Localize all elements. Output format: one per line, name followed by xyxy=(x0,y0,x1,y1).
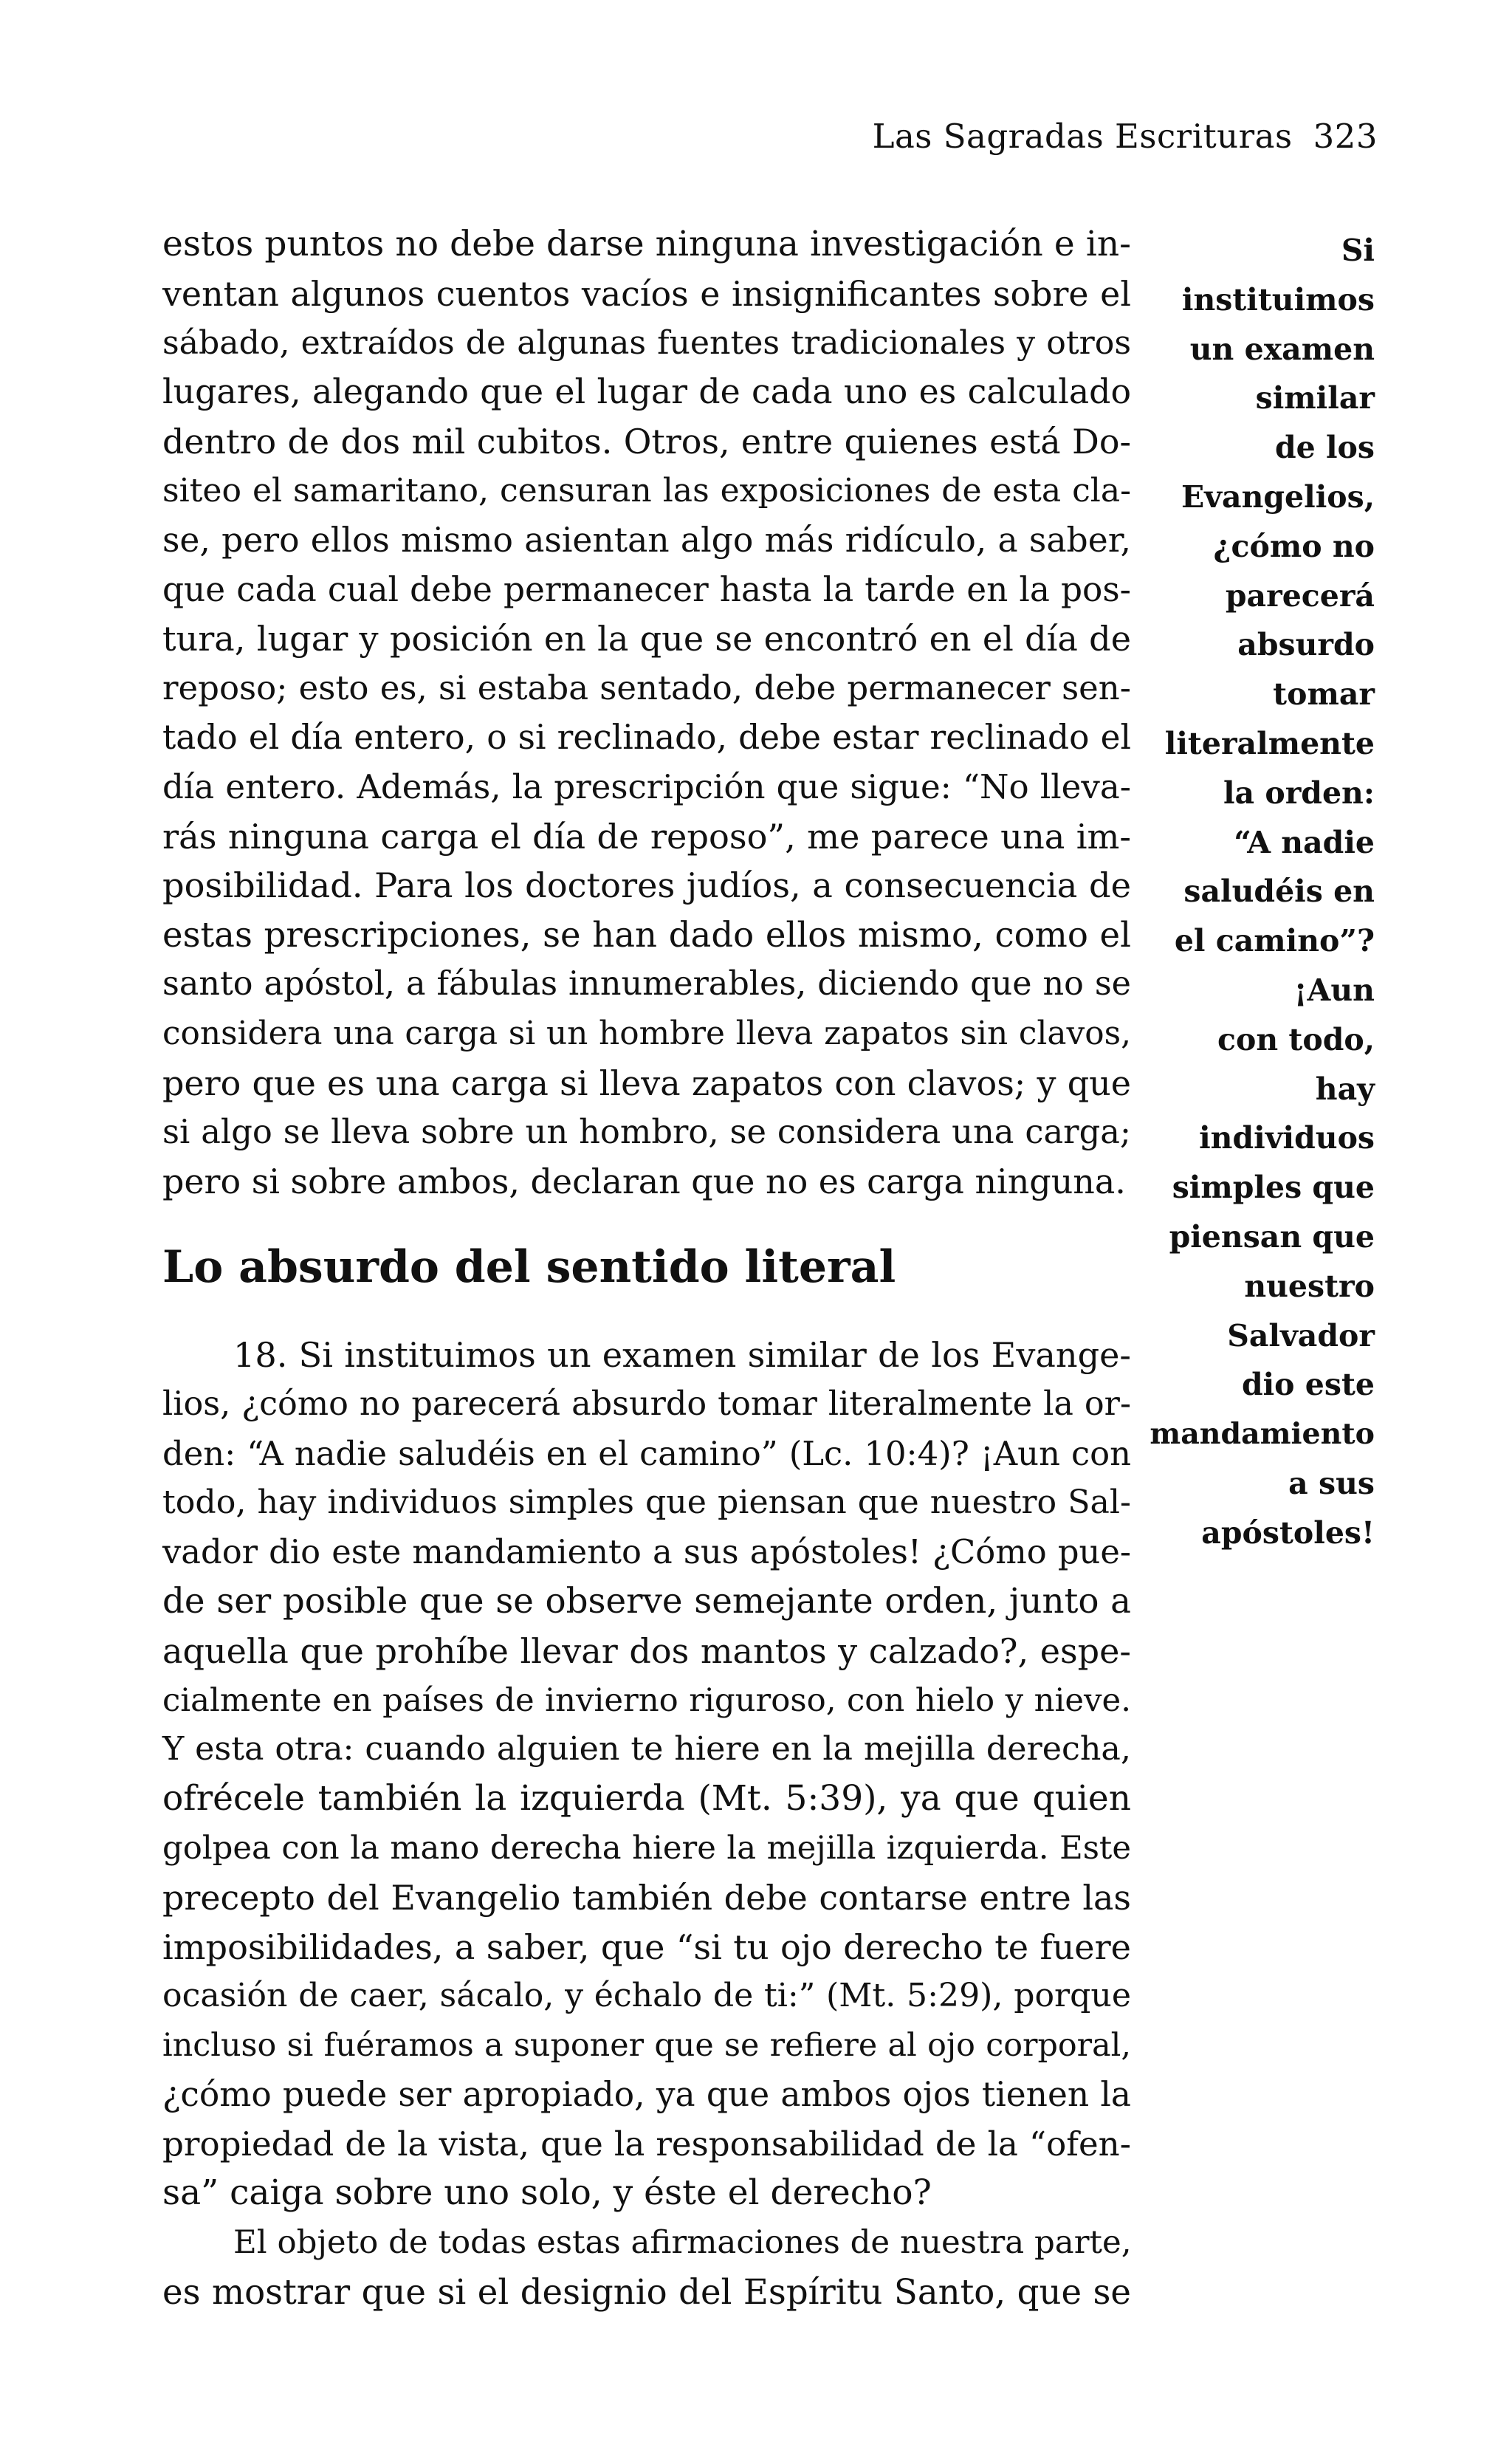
sidenote-line: a sus xyxy=(1288,1465,1375,1501)
sidenote-line: piensan que xyxy=(1169,1218,1375,1255)
text-line: vador dio este mandamiento a sus apóstoles! ¿Cómo pue- xyxy=(162,1532,1131,1572)
text-line: rás ninguna carga el día de reposo”, me parece una im- xyxy=(162,816,1131,857)
sidenote-line: la orden: xyxy=(1223,775,1375,811)
text-line: tado el día entero, o si reclinado, debe estar reclinado el xyxy=(162,717,1131,757)
text-line: ¿cómo puede ser apropiado, ya que ambos ojos tienen la xyxy=(162,2074,1131,2114)
text-line: ofrécele también la izquierda (Mt. 5:39), ya que quien xyxy=(162,1778,1131,1819)
paragraph-1 xyxy=(162,220,1131,1207)
text-line: ventan algunos cuentos vacíos e insignificantes sobre el xyxy=(162,273,1131,314)
text-line: es mostrar que si el designio del Espíritu Santo, que se xyxy=(162,2272,1131,2313)
sidenote-line: dio este xyxy=(1241,1367,1375,1403)
sidenote-line: simples que xyxy=(1172,1170,1375,1206)
paragraph-3 xyxy=(162,2218,1131,2317)
text-line: sábado, extraídos de algunas fuentes tradicionales y otros xyxy=(162,323,1131,362)
sidenote-line: con todo, xyxy=(1217,1021,1375,1057)
sidenote-line: el camino”? xyxy=(1174,923,1375,959)
text-line: El objeto de todas estas afirmaciones de nuestra parte, xyxy=(233,2224,1132,2262)
text-line: considera una carga si un hombre lleva zapatos sin clavos, xyxy=(162,1014,1131,1052)
text-line: aquella que prohíbe llevar dos mantos y calzado?, espe- xyxy=(162,1630,1131,1671)
text-line: estas prescripciones, se han dado ellos mismo, como el xyxy=(162,915,1131,956)
text-line: cialmente en países de invierno riguroso, con hielo y nieve. xyxy=(162,1681,1131,1719)
sidenote-line: Si xyxy=(1341,233,1375,268)
sidenote-line: “A nadie xyxy=(1234,824,1375,860)
text-line: golpea con la mano derecha hiere la mejilla izquierda. Este xyxy=(162,1829,1131,1867)
running-header xyxy=(873,117,1378,156)
text-line: lugares, alegando que el lugar de cada uno es calculado xyxy=(162,372,1131,412)
text-line: todo, hay individuos simples que piensan que nuestro Sal- xyxy=(162,1483,1131,1522)
section-heading: Lo absurdo del sentido literal xyxy=(162,1241,896,1293)
text-line: 18. Si instituimos un examen similar de los Evange- xyxy=(233,1334,1131,1375)
sidenote-line: hay xyxy=(1315,1071,1375,1107)
text-line: reposo; esto es, si estaba sentado, debe permanecer sen- xyxy=(162,668,1131,708)
text-line: ocasión de caer, sácalo, y échalo de ti:” (Mt. 5:29), porque xyxy=(162,1977,1131,2015)
sidenote-line: Salvador xyxy=(1227,1317,1375,1354)
sidenote-line: instituimos xyxy=(1181,281,1375,318)
text-line: propiedad de la vista, que la responsabilidad de la “ofen- xyxy=(162,2124,1131,2164)
text-line: siteo el samaritano, censuran las exposiciones de esta cla- xyxy=(162,471,1131,510)
text-line: si algo se lleva sobre un hombro, se considera una carga; xyxy=(162,1112,1131,1152)
sidenote-line: similar xyxy=(1255,380,1375,416)
text-line: estos puntos no debe darse ninguna investigación e in- xyxy=(162,224,1131,264)
text-line: que cada cual debe permanecer hasta la tarde en la pos- xyxy=(162,569,1131,609)
sidenote-line: parecerá xyxy=(1225,577,1375,614)
text-line: lios, ¿cómo no parecerá absurdo tomar literalmente la or- xyxy=(162,1385,1131,1423)
page-number: 323 xyxy=(1313,117,1378,156)
text-line: día entero. Además, la prescripción que sigue: “No lleva- xyxy=(162,766,1131,806)
text-line: incluso si fuéramos a suponer que se refiere al ojo corporal, xyxy=(162,2027,1131,2065)
text-line: tura, lugar y posición en la que se encontró en el día de xyxy=(162,619,1131,659)
sidenote-line: literalmente xyxy=(1164,725,1375,761)
text-line: posibilidad. Para los doctores judíos, a consecuencia de xyxy=(162,865,1131,906)
text-line: pero si sobre ambos, declaran que no es carga ninguna. xyxy=(162,1162,1126,1202)
sidenote-line: individuos xyxy=(1199,1120,1375,1156)
margin-sidenote xyxy=(1149,226,1375,1558)
sidenote-line: tomar xyxy=(1273,676,1375,713)
text-line: den: “A nadie saludéis en el camino” (Lc. 10:4)? ¡Aun con xyxy=(162,1433,1131,1473)
sidenote-line: saludéis en xyxy=(1183,874,1375,910)
sidenote-line: de los xyxy=(1274,430,1375,466)
sidenote-line: Evangelios, xyxy=(1181,478,1375,515)
sidenote-line: absurdo xyxy=(1237,627,1375,663)
text-line: dentro de dos mil cubitos. Otros, entre quienes está Do- xyxy=(162,422,1131,462)
text-line: imposibilidades, a saber, que “si tu ojo derecho te fuere xyxy=(162,1927,1131,1967)
sidenote-line: mandamiento xyxy=(1150,1417,1375,1452)
text-line: santo apóstol, a fábulas innumerables, diciendo que no se xyxy=(162,964,1131,1003)
paragraph-2 xyxy=(162,1331,1131,2218)
sidenote-line: apóstoles! xyxy=(1201,1514,1375,1551)
sidenote-line: nuestro xyxy=(1244,1268,1375,1304)
text-line: se, pero ellos mismo asientan algo más ridículo, a saber, xyxy=(162,520,1131,560)
sidenote-line: ¡Aun xyxy=(1293,972,1375,1008)
text-line: de ser posible que se observe semejante orden, junto a xyxy=(162,1581,1131,1622)
sidenote-line: un examen xyxy=(1189,331,1375,367)
running-title: Las Sagradas Escrituras xyxy=(872,117,1293,156)
main-text-column xyxy=(162,220,1131,2317)
text-line: sa” caiga sobre uno solo, y éste el derecho? xyxy=(162,2172,932,2214)
text-line: Y esta otra: cuando alguien te hiere en la mejilla derecha, xyxy=(162,1730,1131,1768)
text-line: precepto del Evangelio también debe contarse entre las xyxy=(162,1877,1131,1918)
sidenote-line: ¿cómo no xyxy=(1213,528,1375,564)
text-line: pero que es una carga si lleva zapatos con clavos; y que xyxy=(162,1063,1131,1103)
